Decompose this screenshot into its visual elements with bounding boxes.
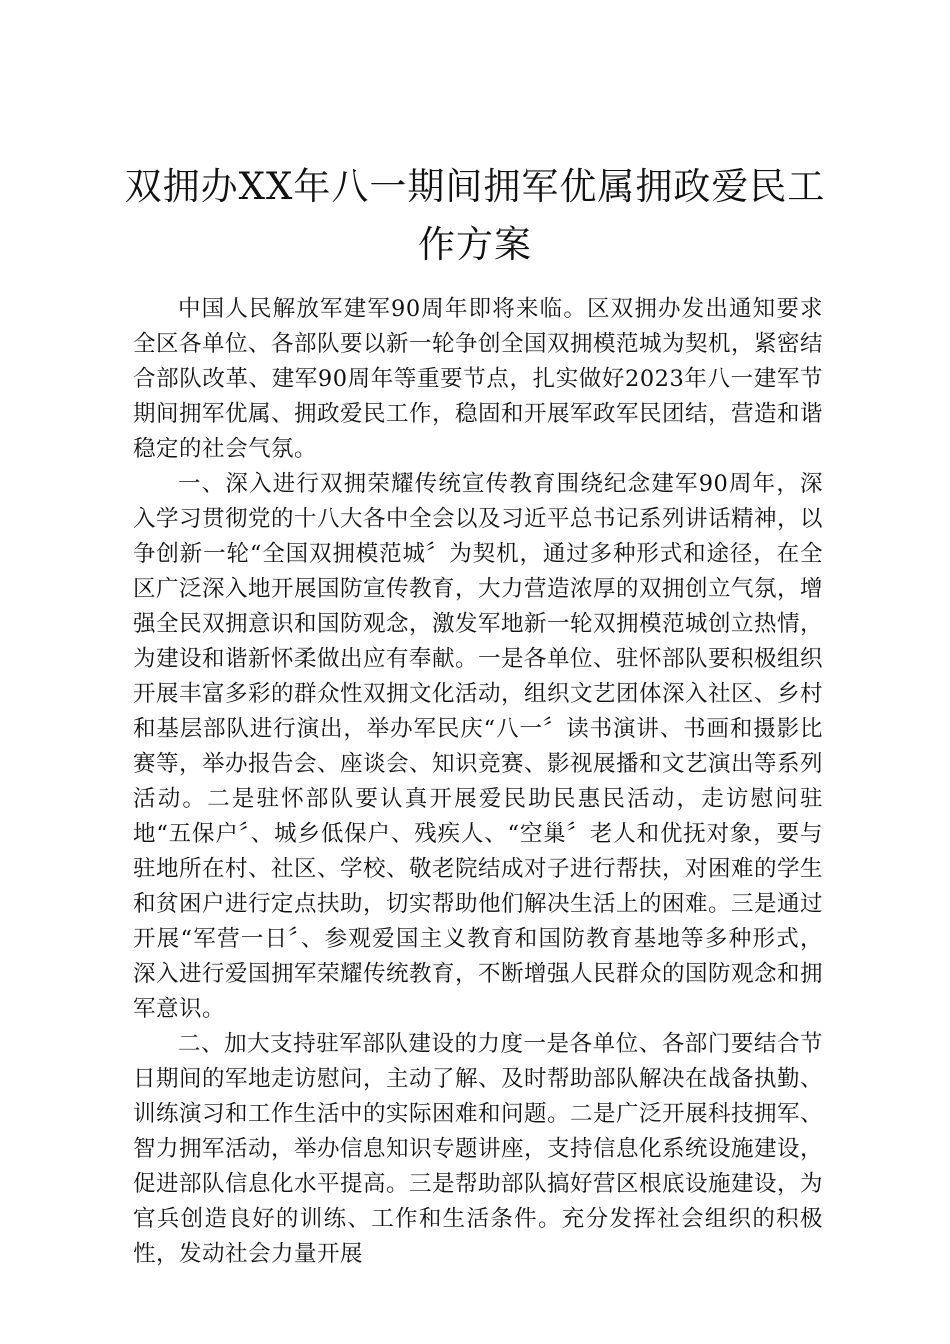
document-body (133, 292, 823, 1272)
paragraph-intro: 中国人民解放军建军90周年即将来临。区双拥办发出通知要求全区各单位、各部队要以新一轮争创全国双拥模范城为契机，紧密结合部队改革、建军90周年等重要节点，扎实做好2023年八一建军节期间拥军优属、拥政爱民工作，稳固和开展军政军民团结，营造和谐稳定的社会气氛。 (133, 296, 824, 462)
paragraph-section-two: 二、加大支持驻军部队建设的力度一是各单位、各部门要结合节日期间的军地走访慰问，主动了解、及时帮助部队解决在战备执勤、训练演习和工作生活中的实际困难和问题。二是广泛开展科技拥军、智力拥军活动，举办信息知识专题讲座，支持信息化系统设施建设，促进部队信息化水平提高。三是帮助部队搞好营区根底设施建设，为官兵创造良好的训练、工作和生活条件。充分发挥社会组织的积极性，发动社会力量开展 (133, 1031, 824, 1267)
document-title: 双拥办XX年八一期间拥军优属拥政爱民工作方案 (124, 165, 826, 266)
paragraph-section-one: 一、深入进行双拥荣耀传统宣传教育围绕纪念建军90周年，深入学习贯彻党的十八大各中全会以及习近平总书记系列讲话精神，以争创新一轮“全国双拥模范城〞为契机，通过多种形式和途径，在全区广泛深入地开展国防宣传教育，大力营造浓厚的双拥创立气氛，增强全民双拥意识和国防观念，激发军地新一轮双拥模范城创立热情，为建设和谐新怀柔做出应有奉献。一是各单位、驻怀部队要积极组织开展丰富多彩的群众性双拥文化活动，组织文艺团体深入社区、乡村和基层部队进行演出，举办军民庆“八一〞读书演讲、书画和摄影比赛等，举办报告会、座谈会、知识竞赛、影视展播和文艺演出等系列活动。二是驻怀部队要认真开展爱民助民惠民活动，走访慰问驻地“五保户〞、城乡低保户、残疾人、“空巢〞老人和优抚对象，要与驻地所在村、社区、学校、敬老院结成对子进行帮扶，对困难的学生和贫困户进行定点扶助，切实帮助他们解决生活上的困难。三是通过开展“军营一日〞、参观爱国主义教育和国防教育基地等多种形式，深入进行爱国拥军荣耀传统教育，不断增强人民群众的国防观念和拥军意识。 (133, 471, 824, 1022)
